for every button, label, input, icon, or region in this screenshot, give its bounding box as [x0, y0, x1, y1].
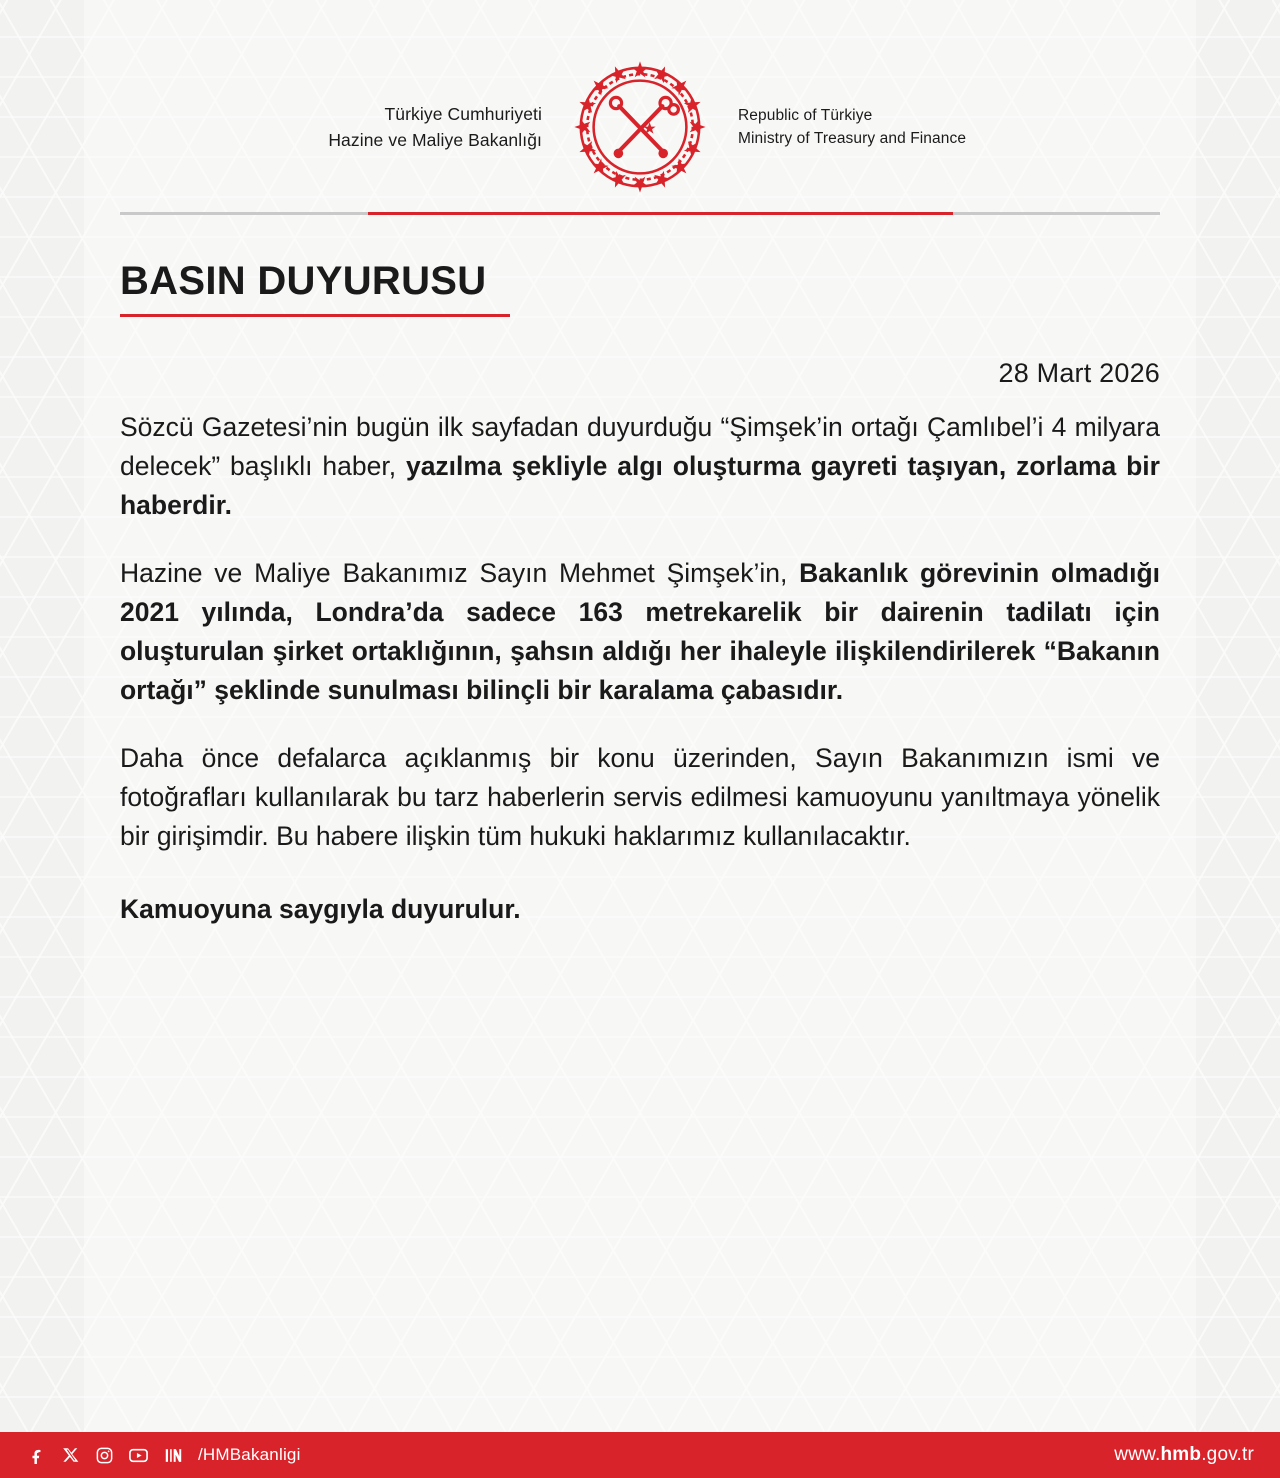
divider-segment-left — [120, 212, 368, 215]
social-links[interactable] — [26, 1445, 301, 1466]
turkish-state-emblem-icon — [560, 47, 720, 207]
website-suffix: .gov.tr — [1201, 1444, 1254, 1465]
instagram-icon[interactable] — [94, 1445, 115, 1466]
ministry-en-line2: Ministry of Treasury and Finance — [738, 130, 967, 147]
ministry-name-english — [738, 104, 988, 151]
body-paragraph — [120, 554, 1160, 711]
divider-segment-right — [953, 212, 1160, 215]
page-title-block — [120, 258, 510, 317]
divider-segment-accent — [368, 212, 953, 215]
body-text-run: Hazine ve Maliye Bakanımız Sayın Mehmet Şimşek’in, — [120, 557, 800, 588]
paragraph-list — [120, 408, 1160, 856]
x-twitter-icon[interactable] — [60, 1445, 81, 1466]
website-prefix: www. — [1114, 1444, 1161, 1465]
website-bold: hmb — [1160, 1444, 1202, 1465]
emphasis-text: yazılma şekliyle algı oluşturma gayreti taşıyan, zorlama bir haberdir. — [120, 451, 1160, 521]
release-body — [120, 408, 1160, 929]
closing-statement: Kamuoyuna saygıyla duyurulur. — [120, 894, 521, 925]
ministry-tr-line1: Türkiye Cumhuriyeti — [384, 103, 542, 124]
ministry-name-turkish — [292, 101, 542, 154]
document-header — [0, 52, 1280, 202]
release-date: 28 Mart 2026 — [998, 358, 1160, 388]
body-text-run: Daha önce defalarca açıklanmış bir konu üzerinden, Sayın Bakanımızın ismi ve fotoğrafları kullanılarak bu tarz haberlerin servis edilmesi kamuoyunu yanıltmaya yönelik bir girişimdir. Bu habere ilişkin tüm hukuki haklarımız kullanılacaktır. — [120, 742, 1160, 851]
emphasis-text: Bakanlık görevinin olmadığı 2021 yılında, Londra’da sadece 163 metrekarelik bir dairenin tadilatı için oluşturulan şirket ortaklığının, şahsın aldığı her ihaleyle ilişkilendirilerek “Bakanın ortağı” şeklinde sunulması bilinçli bir karalama çabasıdır. — [120, 557, 1160, 706]
header-divider — [120, 212, 1160, 215]
social-handle[interactable]: /HMBakanligi — [198, 1445, 301, 1464]
title-underline — [120, 314, 510, 317]
youtube-icon[interactable] — [128, 1445, 149, 1466]
n-news-icon[interactable] — [162, 1445, 183, 1466]
website-url[interactable] — [1114, 1444, 1254, 1466]
body-paragraph — [120, 408, 1160, 526]
page-footer — [0, 1432, 1280, 1478]
ministry-en-line1: Republic of Türkiye — [738, 106, 873, 124]
body-text-run: Sözcü Gazetesi’nin bugün ilk sayfadan duyurduğu “Şimşek’in ortağı Çamlıbel’i 4 milyara delecek” başlıklı haber, — [120, 412, 1160, 482]
ministry-tr-line2: Hazine ve Maliye Bakanlığı — [328, 130, 542, 150]
facebook-icon[interactable] — [26, 1445, 47, 1466]
body-paragraph — [120, 739, 1160, 857]
page-title: BASIN DUYURUSU — [120, 259, 487, 303]
